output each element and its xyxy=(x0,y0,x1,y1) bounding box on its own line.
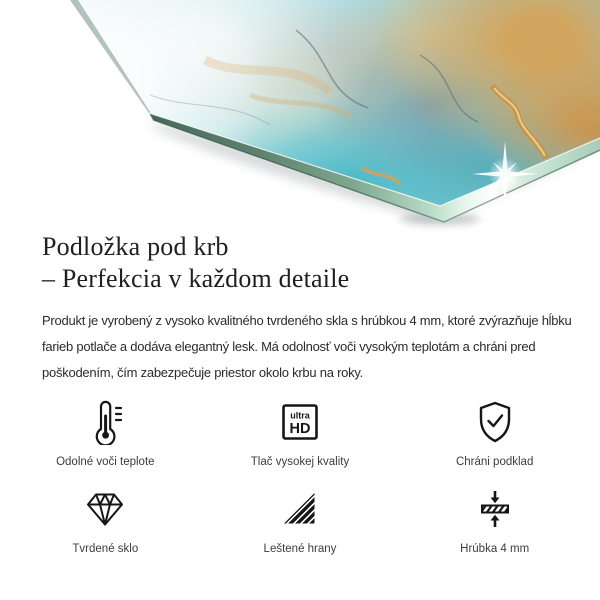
hero-image xyxy=(0,0,600,250)
diamond-icon xyxy=(85,486,125,532)
feature-label: Tvrdené sklo xyxy=(72,543,139,555)
features-grid xyxy=(8,399,592,555)
feature-protects-surface xyxy=(397,399,592,468)
title-line-2: – Perfekcia v každom detaile xyxy=(42,264,350,293)
feature-polished-edges xyxy=(203,486,398,555)
feature-label: Odolné voči teplote xyxy=(56,456,155,468)
feature-label: Tlač vysokej kvality xyxy=(250,456,350,468)
thermometer-icon xyxy=(87,399,124,445)
title-line-1: Podložka pod krb xyxy=(42,232,229,261)
shield-check-icon xyxy=(475,399,515,445)
product-description xyxy=(42,308,572,386)
ultra-hd-icon xyxy=(280,399,320,445)
ultra-hd-icon-text-top: ultra xyxy=(290,410,310,421)
feature-tempered-glass xyxy=(8,486,203,555)
feature-thickness xyxy=(397,486,592,555)
glass-edge xyxy=(0,0,600,250)
page-title xyxy=(42,231,349,295)
feature-label: Chráni podklad xyxy=(455,456,534,468)
description-line: farieb potlače a dodáva elegantný lesk. Má odolnosť voči vysokým teplotám a chráni pred xyxy=(42,339,536,354)
glass-bottom-edge xyxy=(149,113,600,223)
glass-left-edge xyxy=(70,0,154,118)
feature-heat-resistant xyxy=(8,399,203,468)
polished-edges-icon xyxy=(282,486,318,532)
description-line: Produkt je vyrobený z vysoko kvalitného tvrdeného skla s hrúbkou 4 mm, ktoré zvýrazňuje hĺbku xyxy=(42,313,572,328)
description-line: poškodením, čím zabezpečuje priestor okolo krbu na roky. xyxy=(42,365,364,380)
ultra-hd-icon-text-bottom: HD xyxy=(289,421,311,437)
feature-print-quality xyxy=(203,399,398,468)
thickness-icon xyxy=(477,486,513,532)
feature-label: Hrúbka 4 mm xyxy=(460,543,530,555)
feature-label: Leštené hrany xyxy=(263,543,337,555)
